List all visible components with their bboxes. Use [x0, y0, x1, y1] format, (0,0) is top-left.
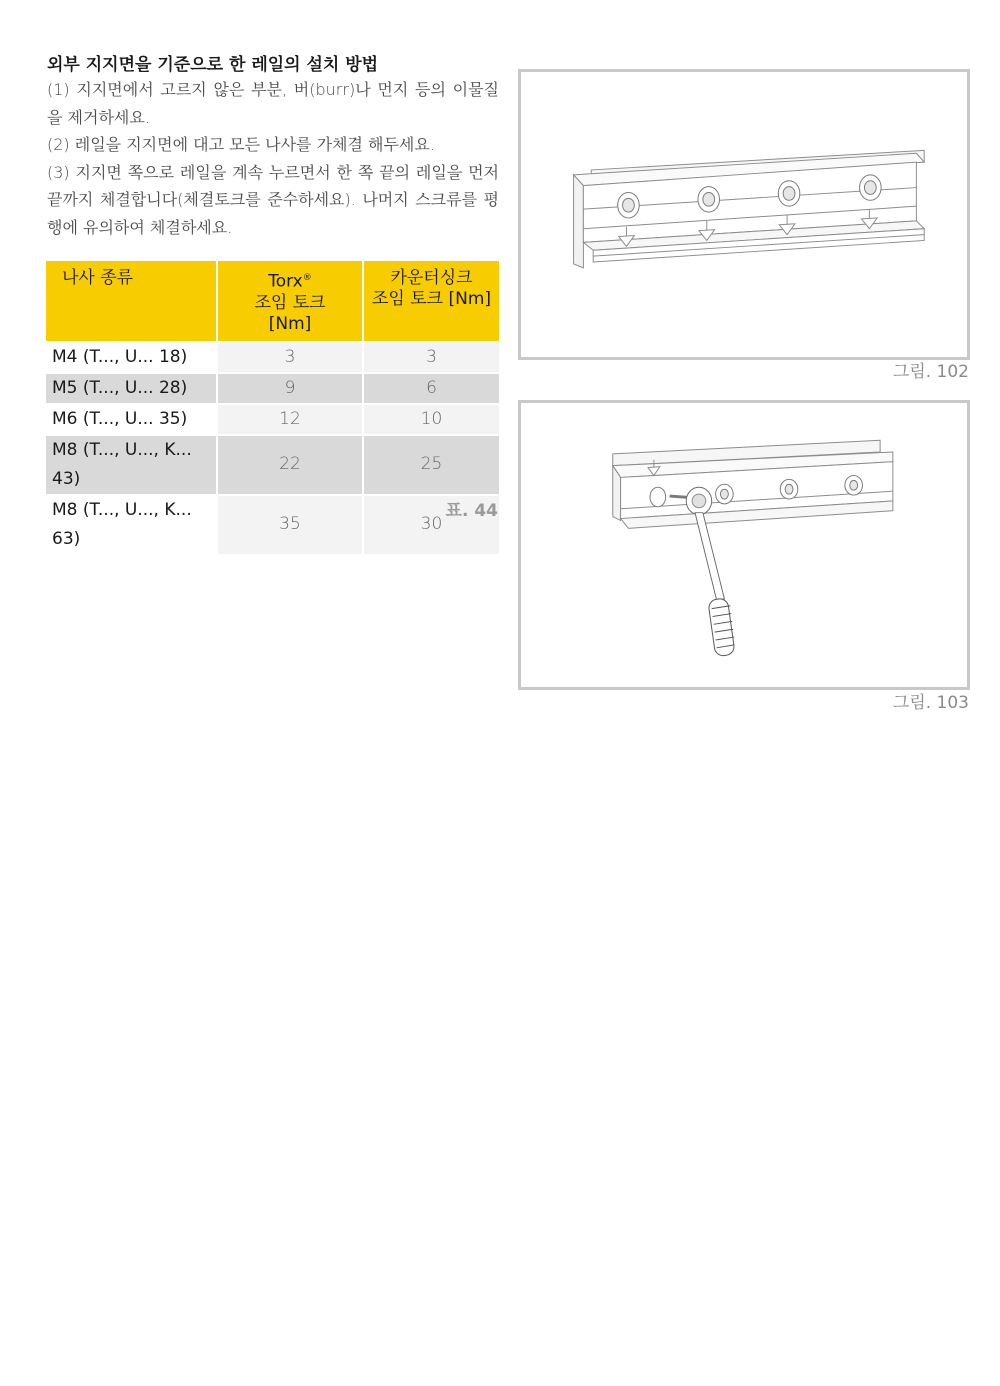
countersink-torque-cell: 6	[364, 372, 499, 403]
table-caption: 표. 44	[445, 501, 498, 521]
header-torx-torque	[218, 261, 364, 341]
header-countersink-torque-label: 조임 토크 [Nm]	[371, 289, 492, 309]
instruction-step-3: (3) 지지면 쪽으로 레일을 계속 누르면서 한 쪽 끝의 레일을 먼저 끝까지 체결합니다(체결토크를 준수하세요). 나머지 스크류를 평행에 유의하여 체결하세요.	[47, 162, 499, 237]
torx-torque-cell: 9	[218, 372, 364, 403]
torx-torque-cell: 22	[218, 434, 364, 494]
torx-torque-cell: 35	[218, 494, 364, 554]
countersink-torque-cell: 30	[364, 494, 499, 554]
countersink-torque-cell: 10	[364, 403, 499, 434]
header-torx-torque-label: 조임 토크	[254, 292, 326, 313]
rail-torque-wrench-illustration-icon	[521, 403, 967, 687]
table-row	[46, 403, 499, 434]
instruction-steps	[47, 76, 499, 241]
torx-torque-cell: 12	[218, 403, 364, 434]
table-row	[46, 372, 499, 403]
table-row	[46, 341, 499, 372]
header-screw-type-label: 나사 종류	[62, 268, 134, 288]
instruction-step-1: (1) 지지면에서 고르지 않은 부분, 버(burr)나 먼지 등의 이물질을 제거하세요.	[47, 80, 499, 127]
screw-type-cell: M4 (T..., U... 18)	[46, 341, 218, 372]
figure-103-frame	[518, 400, 970, 690]
table-row	[46, 434, 499, 494]
header-screw-type	[46, 261, 218, 341]
screw-type-cell: M5 (T..., U... 28)	[46, 372, 218, 403]
header-countersink-torque	[364, 261, 499, 341]
screw-type-cell: M8 (T..., U..., K... 63)	[46, 494, 218, 554]
torque-table-header-row	[46, 261, 499, 341]
countersink-torque-cell: 25	[364, 434, 499, 494]
countersink-torque-cell: 3	[364, 341, 499, 372]
screw-type-cell: M6 (T..., U... 35)	[46, 403, 218, 434]
section-heading: 외부 지지면을 기준으로 한 레일의 설치 방법	[47, 55, 379, 75]
figure-102-caption: 그림. 102	[892, 362, 969, 382]
registered-mark: ®	[302, 273, 312, 283]
torx-torque-cell: 3	[218, 341, 364, 372]
instruction-step-2: (2) 레일을 지지면에 대고 모든 나사를 가체결 해두세요.	[47, 135, 435, 154]
figure-102-frame	[518, 69, 970, 360]
header-countersink-label: 카운터싱크	[390, 268, 473, 288]
figure-103-caption: 그림. 103	[892, 693, 969, 713]
header-torx-label: Torx	[268, 271, 303, 292]
header-torx-unit: [Nm]	[268, 313, 312, 334]
screw-type-cell: M8 (T..., U..., K... 43)	[46, 434, 218, 494]
rail-screws-arrows-illustration-icon	[521, 72, 967, 357]
